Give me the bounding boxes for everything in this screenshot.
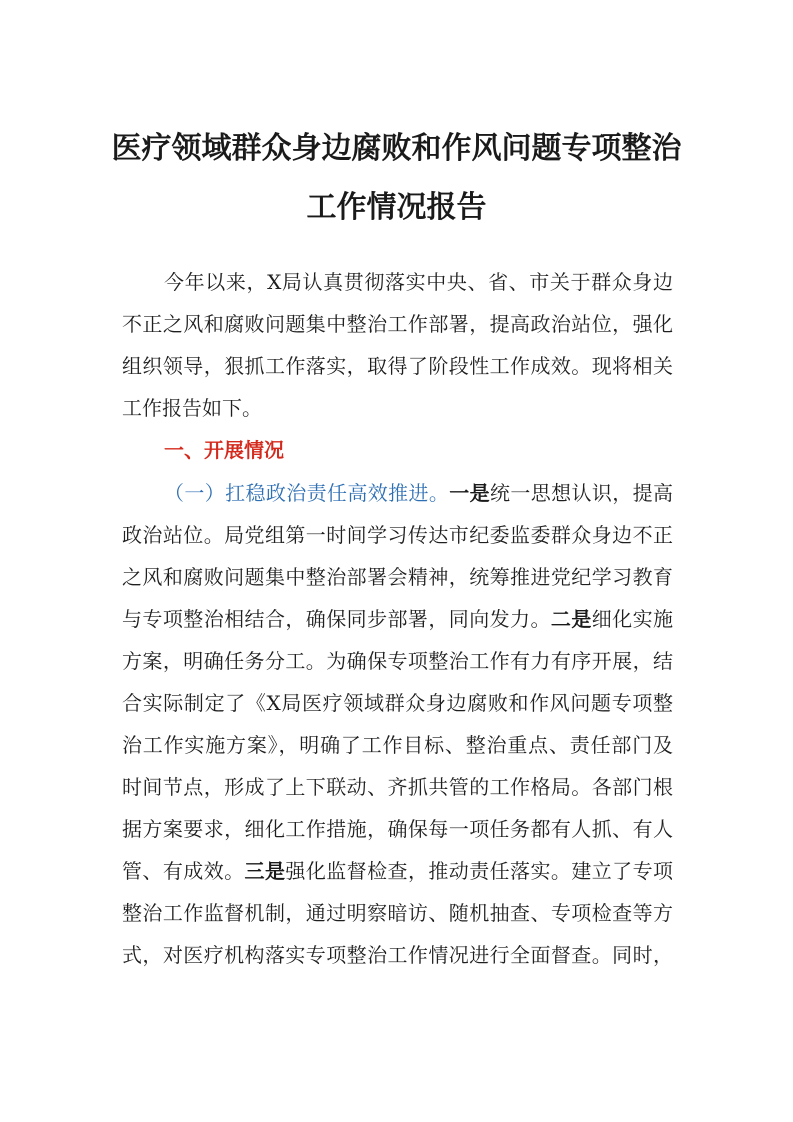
body-line: 与专项整治相结合，确保同步部署，同向发力。二是细化实施 [122,607,674,631]
subsection-heading: （一）扛稳政治责任高效推进。 [164,481,450,505]
body-line: 式，对医疗机构落实专项整治工作情况进行全面督查。同时， [122,943,673,967]
body-line: 管、有成效。三是强化监督检查，推动责任落实。建立了专项 [122,859,674,883]
body-line: 治工作实施方案》，明确了工作目标、整治重点、责任部门及 [122,733,673,757]
body-line: 政治站位。局党组第一时间学习传达市纪委监委群众身边不正 [122,523,673,547]
point-marker-1: 一是 [449,481,490,505]
intro-line-4: 工作报告如下。 [122,396,262,420]
point-marker: 二是 [550,607,592,631]
body-line: 整治工作监督机制，通过明察暗访、随机抽查、专项检查等方 [122,901,673,925]
subsection-first-line-text: 统一思想认识，提高 [490,481,673,505]
body-line: 合实际制定了《X局医疗领域群众身边腐败和作风问题专项整 [122,691,673,715]
document-title-line-2: 工作情况报告 [306,190,487,225]
intro-line-1: 今年以来，X局认真贯彻落实中央、省、市关于群众身边 [164,270,673,294]
intro-line-2: 不正之风和腐败问题集中整治工作部署，提高政治站位，强化 [122,312,673,336]
section-heading-1: 一、开展情况 [164,438,284,462]
body-line: 方案，明确任务分工。为确保专项整治工作有力有序开展，结 [122,649,673,673]
subsection-first-line [164,483,673,503]
body-line: 据方案要求，细化工作措施，确保每一项任务都有人抓、有人 [122,817,673,841]
body-line: 之风和腐败问题集中整治部署会精神，统筹推进党纪学习教育 [122,565,673,589]
body-line: 时间节点，形成了上下联动、齐抓共管的工作格局。各部门根 [122,775,673,799]
point-marker: 三是 [244,859,286,883]
document-title-line-1: 医疗领域群众身边腐败和作风问题专项整治 [111,131,682,166]
intro-line-3: 组织领导，狠抓工作落实，取得了阶段性工作成效。现将相关 [122,354,673,378]
